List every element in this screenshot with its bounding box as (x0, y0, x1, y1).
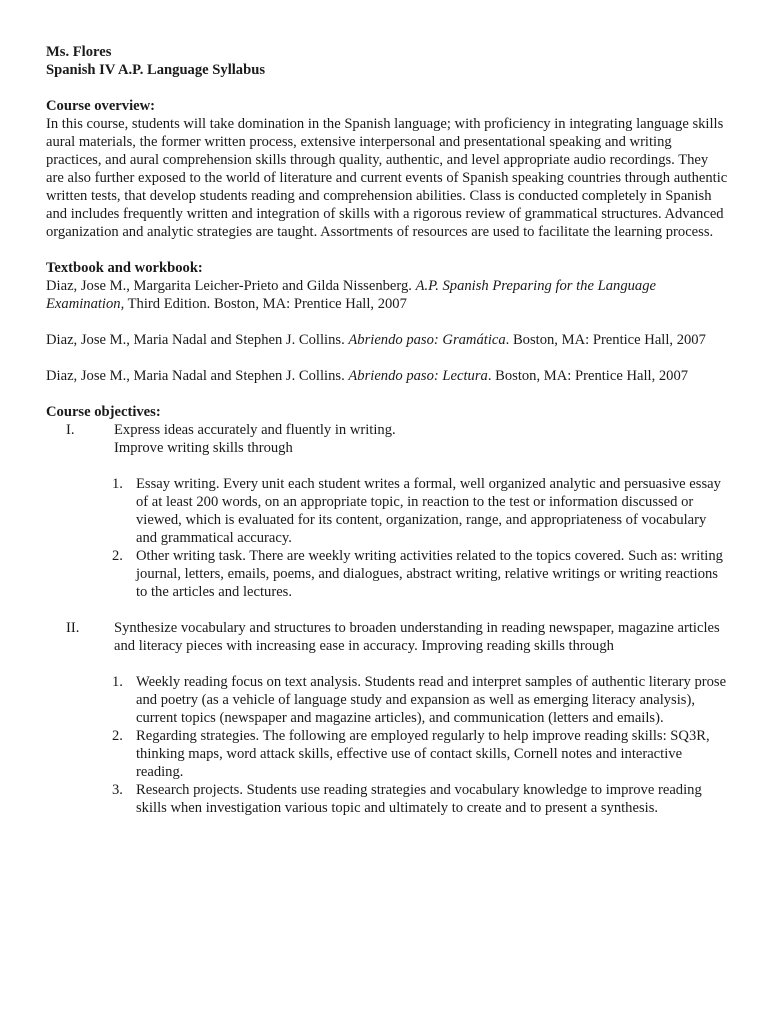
overview-heading: Course overview: (46, 98, 156, 114)
objectives-heading: Course objectives: (46, 404, 161, 420)
textbook-citation-3 (46, 367, 728, 385)
objective-numeral: II. (66, 620, 80, 636)
list-item-text: Research projects. Students use reading strategies and vocabulary knowledge to improve reading skills when investigation various topic and ultimately to create and to present a synthesis. (136, 782, 702, 816)
list-item-text: Other writing task. There are weekly writing activities related to the topics covered. Such as: writing journal, letters, emails, poems, and dialogues, abstract writing, relative writings or writing reactions to the articles and lectures. (136, 548, 723, 600)
textbook-citation-1 (46, 277, 728, 313)
citation-authors: Diaz, Jose M., Maria Nadal and Stephen J. Collins. (46, 368, 349, 384)
list-item (112, 781, 728, 817)
citation-publisher: Third Edition. Boston, MA: Prentice Hall, 2007 (124, 296, 407, 312)
citation-title: Abriendo paso: Lectura (348, 368, 488, 384)
citation-authors: Diaz, Jose M., Margarita Leicher-Prieto and Gilda Nissenberg. (46, 278, 416, 294)
course-title: Spanish IV A.P. Language Syllabus (46, 62, 266, 78)
list-item-text: Regarding strategies. The following are employed regularly to help improve reading skills: SQ3R, thinking maps, word attack skills, effective use of contact skills, Cornell notes and interactive reading. (136, 728, 710, 780)
citation-authors: Diaz, Jose M., Maria Nadal and Stephen J. Collins. (46, 332, 349, 348)
teacher-name: Ms. Flores (46, 44, 112, 60)
citation-publisher: . Boston, MA: Prentice Hall, 2007 (487, 368, 689, 384)
list-item (112, 475, 728, 547)
citation-title: Abriendo paso: Gramática (348, 332, 506, 348)
list-item-number: 2. (112, 548, 123, 564)
citation-title: A.P. Spanish Preparing for the Language Examination, (46, 278, 656, 312)
objective-text: Synthesize vocabulary and structures to broaden understanding in reading newspaper, magazine articles and literacy pieces with increasing ease in accuracy. Improving reading skills through (114, 620, 720, 654)
list-item (112, 727, 728, 781)
textbook-heading: Textbook and workbook: (46, 260, 203, 276)
objective-item (46, 619, 728, 655)
objective-text: Express ideas accurately and fluently in writing. (114, 422, 396, 438)
textbook-citation-2 (46, 331, 728, 349)
list-item (112, 547, 728, 601)
list-item-number: 1. (112, 476, 123, 492)
objective-item (46, 421, 728, 457)
objective-sublist (112, 475, 728, 601)
list-item-text: Essay writing. Every unit each student writes a formal, well organized analytic and persuasive essay of at least 200 words, on an appropriate topic, in reaction to the test or information discussed or viewed, which is evaluated for its content, organization, range, and appropriateness of vocabulary and grammatical accuracy. (136, 476, 721, 546)
list-item-number: 3. (112, 782, 123, 798)
objective-numeral: I. (66, 422, 75, 438)
list-item-number: 2. (112, 728, 123, 744)
list-item (112, 673, 728, 727)
list-item-number: 1. (112, 674, 123, 690)
objective-subtext: Improve writing skills through (114, 440, 293, 456)
citation-publisher: . Boston, MA: Prentice Hall, 2007 (505, 332, 706, 348)
overview-text: In this course, students will take domination in the Spanish language; with proficiency in integrating language skills aural materials, the former written process, extensive interpersonal and presentational speaking and writing practices, and aural comprehension skills through quality, authentic, and level appropriate audio recordings. They are also further exposed to the world of literature and current events of Spanish speaking countries through authentic written tests, that develop students reading and comprehension abilities. Class is conducted completely in Spanish and includes frequently written and integration of skills with a rigorous review of grammatical structures. Advanced organization and analytic strategies are taught. Assortments of resources are used to facilitate the learning process. (46, 116, 728, 240)
list-item-text: Weekly reading focus on text analysis. Students read and interpret samples of authentic literary prose and poetry (as a vehicle of language study and expansion as well as emerging literacy analysis), current topics (newspaper and magazine articles), and communication (letters and emails). (136, 674, 727, 726)
objective-sublist (112, 673, 728, 817)
